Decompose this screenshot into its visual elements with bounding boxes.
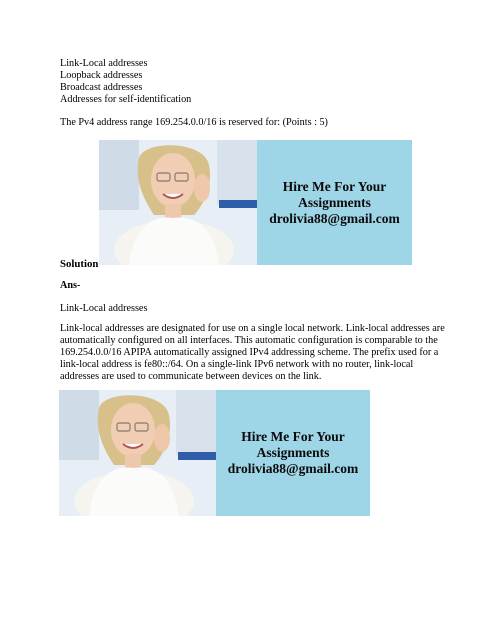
ad-banner [99, 140, 412, 265]
explanation-paragraph: Link-local addresses are designated for use on a single local network. Link-local addresses are automatically configured on all interfaces. This automatic configuration is comparable to the 169.254.0.0/16 APIPA automatically assigned IPv4 addressing scheme. The prefix used for a link-local address is fe80::/64. On a single-link IPv6 network with no router, link-local addresses are used to communicate between devices on the link. [60, 323, 445, 382]
ad-email: drolivia88@gmail.com [269, 210, 400, 226]
ad-text-panel [257, 140, 412, 265]
solution-heading: Solution [60, 258, 99, 270]
ans-label: Ans- [60, 280, 81, 291]
ad-email: drolivia88@gmail.com [227, 461, 359, 476]
option-broadcast: Broadcast addresses [60, 82, 143, 93]
ad-line-2: Assignments [298, 194, 371, 210]
question-prompt: The Pv4 address range 169.254.0.0/16 is reserved for: (Points : 5) [60, 117, 328, 128]
option-loopback: Loopback addresses [60, 70, 143, 81]
option-self-identification: Addresses for self-identification [60, 94, 192, 105]
option-link-local: Link-Local addresses [60, 58, 148, 69]
ad-photo [99, 140, 257, 265]
woman-illustration [99, 140, 257, 265]
ad-line-1: Hire Me For Your [282, 178, 387, 194]
ad-line-1: Hire Me For Your [241, 429, 345, 444]
ad-photo-2 [59, 390, 216, 516]
ad-line-2: Assignments [256, 445, 330, 460]
woman-illustration-2 [59, 390, 216, 516]
ad-banner-2 [59, 390, 370, 516]
ad-text-panel-2 [216, 390, 370, 516]
answer-text: Link-Local addresses [60, 303, 148, 314]
